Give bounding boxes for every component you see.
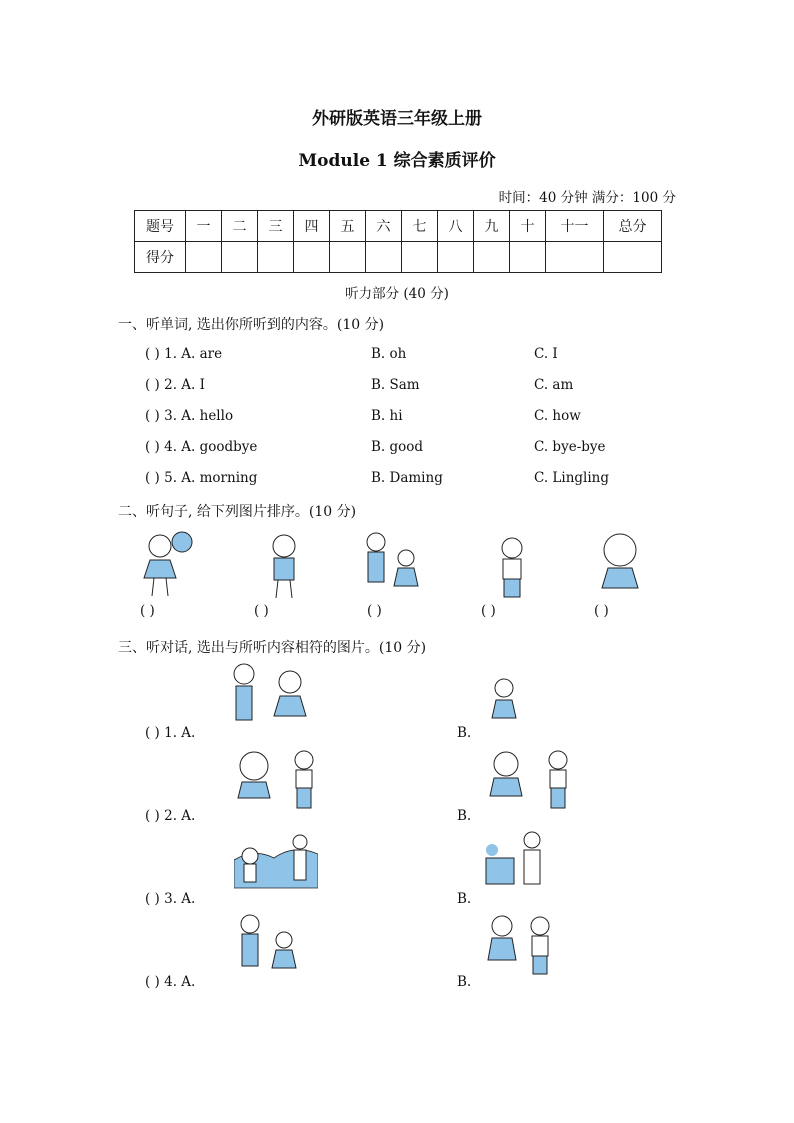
score-blank <box>546 242 604 273</box>
score-blank <box>510 242 546 273</box>
girl-with-pompom-illustration <box>140 530 196 602</box>
table-cell: 题号 <box>135 211 186 242</box>
boy-standing-illustration <box>492 534 532 602</box>
two-girls-illustration <box>228 660 314 738</box>
table-cell: 七 <box>402 211 438 242</box>
question-stem: ( ) 3. A. <box>145 891 196 907</box>
score-blank <box>402 242 438 273</box>
score-blank <box>438 242 474 273</box>
question-stem: ( ) 2. A. <box>145 808 196 824</box>
woman-and-girl-illustration <box>360 530 424 602</box>
section1-heading: 一、听单词, 选出你所听到的内容。(10 分) <box>118 317 385 333</box>
time-score-info: 时间：40 分钟 满分：100 分 <box>498 190 676 206</box>
option-b-label: B. <box>457 974 472 990</box>
score-blank <box>186 242 222 273</box>
score-table <box>134 210 662 273</box>
option-c: C. bye-bye <box>534 439 606 455</box>
option-c: C. am <box>534 377 574 393</box>
girl-laughing-illustration <box>592 530 648 602</box>
option-b: B. Sam <box>371 377 420 393</box>
question-stem: ( ) 3. A. hello <box>145 408 234 424</box>
table-cell: 一 <box>186 211 222 242</box>
table-cell: 得分 <box>135 242 186 273</box>
option-c: C. how <box>534 408 581 424</box>
question-stem: ( ) 4. A. <box>145 974 196 990</box>
answer-blank[interactable]: ( ) <box>254 603 269 619</box>
score-blank <box>366 242 402 273</box>
option-b: B. hi <box>371 408 403 424</box>
page-title: 外研版英语三年级上册 <box>312 109 482 129</box>
listening-section-header: 听力部分 (40 分) <box>345 286 449 302</box>
question-stem: ( ) 5. A. morning <box>145 470 258 486</box>
score-table-header-row <box>135 211 662 242</box>
table-cell: 九 <box>474 211 510 242</box>
module-subtitle: Module 1 综合素质评价 <box>298 151 496 171</box>
girl-and-boy-illustration <box>486 912 558 984</box>
score-blank <box>604 242 662 273</box>
option-b: B. oh <box>371 346 407 362</box>
score-table-score-row <box>135 242 662 273</box>
answer-blank[interactable]: ( ) <box>594 603 609 619</box>
score-blank <box>330 242 366 273</box>
classroom-scene-illustration <box>484 828 548 894</box>
question-stem: ( ) 1. A. <box>145 725 196 741</box>
table-cell: 八 <box>438 211 474 242</box>
table-cell: 十一 <box>546 211 604 242</box>
option-c: C. I <box>534 346 558 362</box>
table-cell: 十 <box>510 211 546 242</box>
option-b-label: B. <box>457 891 472 907</box>
option-c: C. Lingling <box>534 470 610 486</box>
answer-blank[interactable]: ( ) <box>367 603 382 619</box>
score-blank <box>222 242 258 273</box>
section2-heading: 二、听句子, 给下列图片排序。(10 分) <box>118 504 357 520</box>
girl-and-boy-illustration <box>484 748 578 816</box>
outdoor-scene-illustration <box>234 830 318 894</box>
woman-and-girl-illustration <box>236 912 302 984</box>
table-cell: 五 <box>330 211 366 242</box>
answer-blank[interactable]: ( ) <box>140 603 155 619</box>
option-b: B. Daming <box>371 470 443 486</box>
score-blank <box>474 242 510 273</box>
section3-heading: 三、听对话, 选出与所听内容相符的图片。(10 分) <box>118 640 427 656</box>
girl-and-boy-illustration <box>234 748 326 816</box>
option-b-label: B. <box>457 725 472 741</box>
answer-blank[interactable]: ( ) <box>481 603 496 619</box>
option-b: B. good <box>371 439 424 455</box>
boy-waving-illustration <box>262 530 308 602</box>
girl-waving-illustration <box>484 676 524 738</box>
table-cell: 六 <box>366 211 402 242</box>
table-cell: 二 <box>222 211 258 242</box>
score-blank <box>294 242 330 273</box>
question-stem: ( ) 2. A. I <box>145 377 205 393</box>
table-cell: 四 <box>294 211 330 242</box>
score-blank <box>258 242 294 273</box>
option-b-label: B. <box>457 808 472 824</box>
question-stem: ( ) 1. A. are <box>145 346 223 362</box>
table-cell: 三 <box>258 211 294 242</box>
table-cell: 总分 <box>604 211 662 242</box>
question-stem: ( ) 4. A. goodbye <box>145 439 258 455</box>
